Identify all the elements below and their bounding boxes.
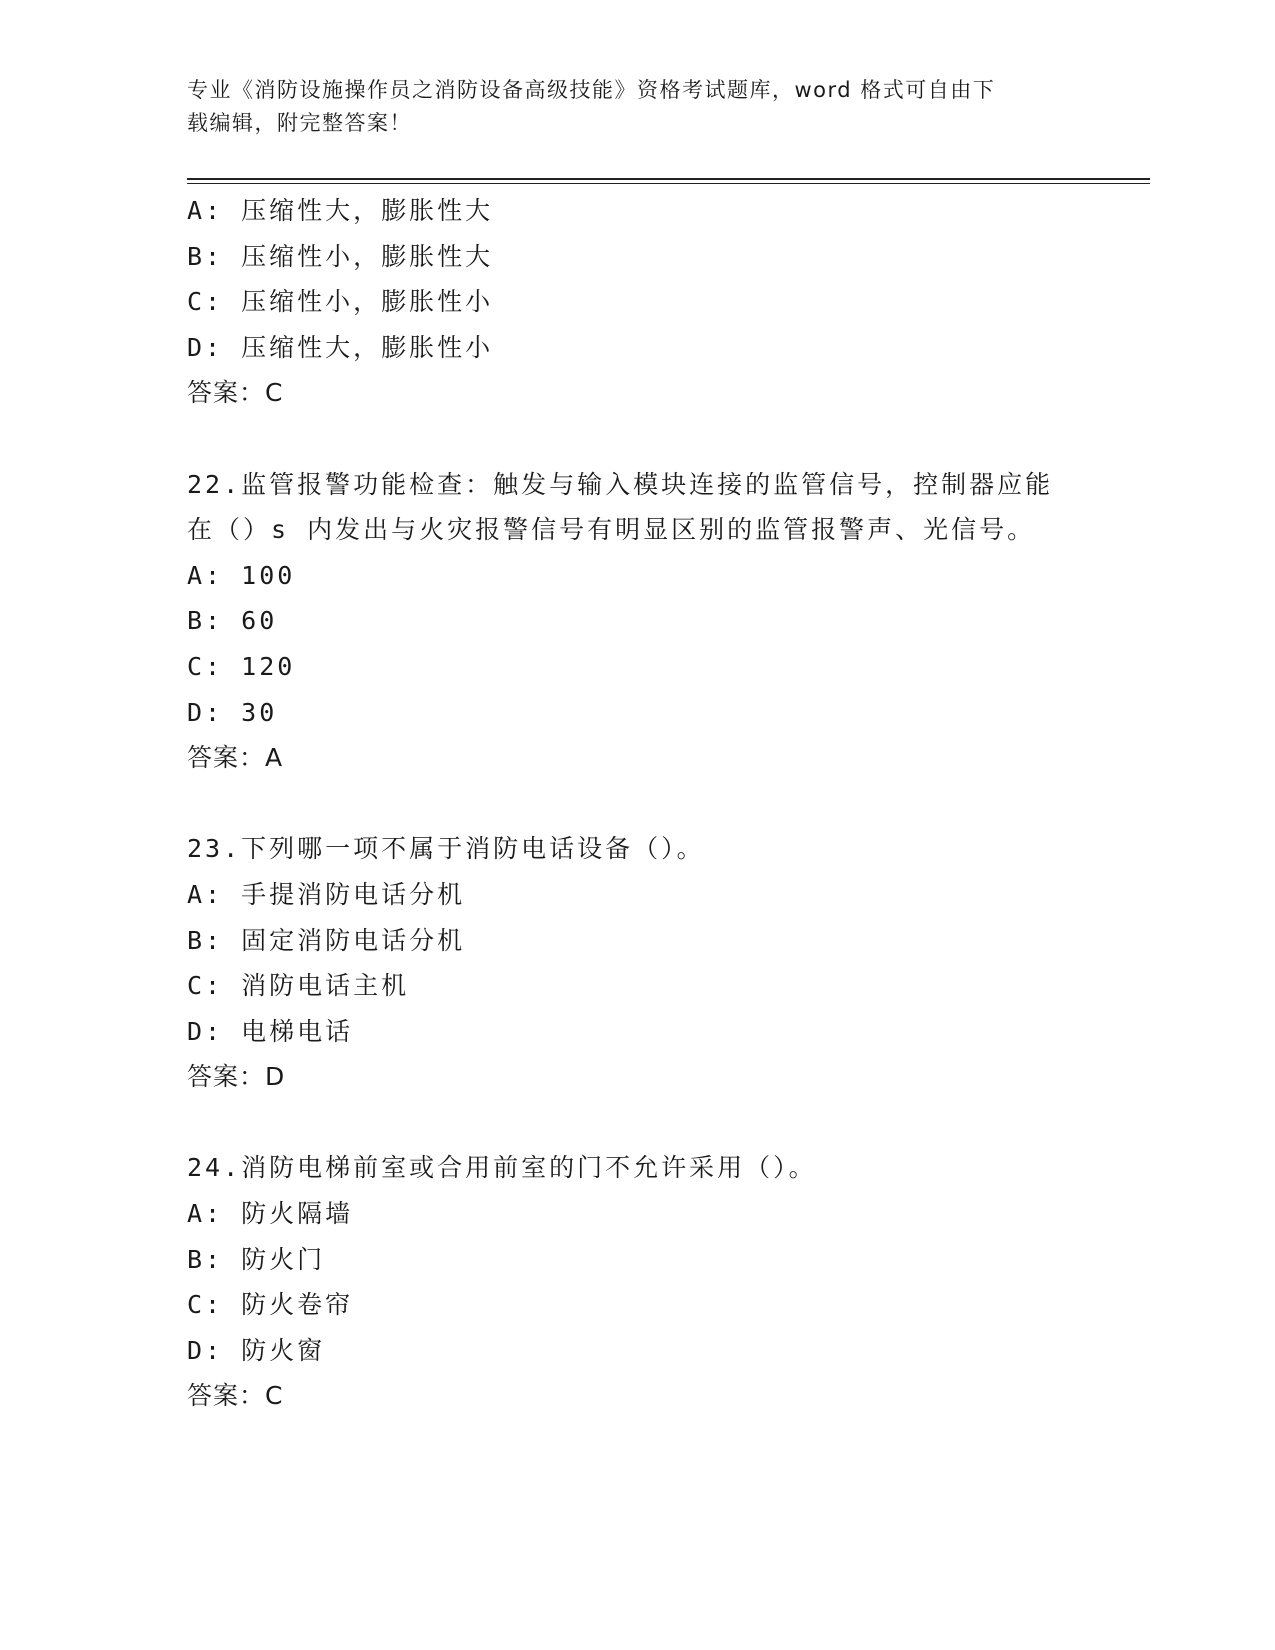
option-d: D: 压缩性大，膨胀性小 bbox=[187, 332, 494, 362]
option-b: B: 固定消防电话分机 bbox=[187, 925, 466, 955]
question-stem-line-1: 23.下列哪一项不属于消防电话设备（）。 bbox=[187, 834, 705, 864]
header-line-1: 专业《消防设施操作员之消防设备高级技能》资格考试题库，word 格式可自由下 bbox=[187, 78, 996, 102]
question-spacer bbox=[187, 1100, 1087, 1146]
header-line-2: 载编辑，附完整答案！ bbox=[187, 111, 412, 135]
option-c: C: 120 bbox=[187, 651, 296, 681]
header-divider-thick bbox=[187, 178, 1150, 180]
option-d: D: 防火窗 bbox=[187, 1335, 326, 1365]
option-c: C: 防火卷帘 bbox=[187, 1290, 354, 1320]
option-a: A: 防火隔墙 bbox=[187, 1199, 354, 1229]
question-stem-line-1: 22.监管报警功能检查：触发与输入模块连接的监管信号，控制器应能 bbox=[187, 469, 1054, 499]
option-a: A: 100 bbox=[187, 560, 296, 590]
option-d: D: 30 bbox=[187, 697, 278, 727]
option-b: B: 压缩性小，膨胀性大 bbox=[187, 241, 494, 271]
option-c: C: 消防电话主机 bbox=[187, 971, 410, 1001]
option-a: A: 手提消防电话分机 bbox=[187, 879, 466, 909]
option-b: B: 防火门 bbox=[187, 1244, 326, 1274]
answer-line: 答案：D bbox=[187, 1062, 286, 1092]
option-b: B: 60 bbox=[187, 606, 278, 636]
question-stem-line-2: 在（）s 内发出与火灾报警信号有明显区别的监管报警声、光信号。 bbox=[187, 515, 1036, 545]
question-24 bbox=[187, 1145, 1087, 1419]
question-stem-line-1: 24.消防电梯前室或合用前室的门不允许采用（）。 bbox=[187, 1153, 817, 1183]
option-a: A: 压缩性大，膨胀性大 bbox=[187, 196, 494, 225]
option-d: D: 电梯电话 bbox=[187, 1016, 354, 1046]
question-22 bbox=[187, 462, 1087, 781]
header-divider-thin bbox=[187, 183, 1150, 184]
question-spacer bbox=[187, 416, 1087, 462]
answer-line: 答案：C bbox=[187, 378, 284, 408]
answer-line: 答案：A bbox=[187, 743, 284, 773]
answer-line: 答案：C bbox=[187, 1381, 284, 1411]
question-list bbox=[187, 188, 1087, 1419]
option-c: C: 压缩性小，膨胀性小 bbox=[187, 287, 494, 317]
question-spacer bbox=[187, 781, 1087, 827]
question-21 bbox=[187, 188, 1087, 416]
document-header bbox=[187, 74, 1067, 140]
question-23 bbox=[187, 826, 1087, 1100]
